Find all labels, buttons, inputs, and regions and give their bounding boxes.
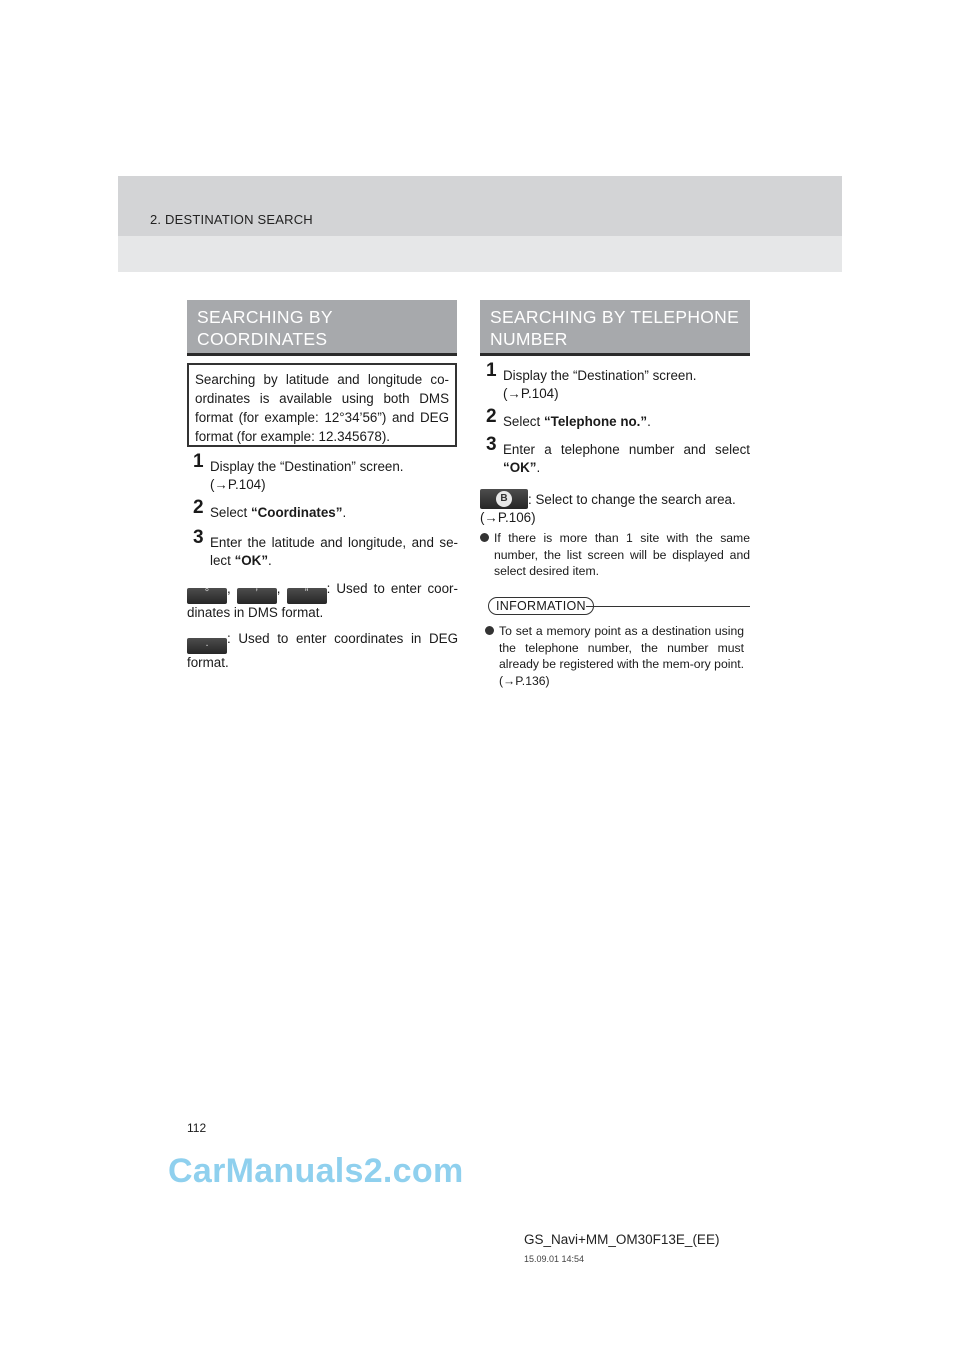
tel-step-3 <box>486 434 750 477</box>
multiple-sites-note <box>494 530 750 580</box>
coord-step-3 <box>193 527 458 570</box>
step-number: 1 <box>193 451 204 472</box>
search-area-description <box>480 489 750 527</box>
search-area-text: : Select to change the search area. <box>528 492 736 507</box>
degree-key-button[interactable]: ° <box>187 588 227 604</box>
telephone-section-title: SEARCHING BY TELEPHONE NUMBER <box>480 300 750 356</box>
information-divider <box>586 606 750 607</box>
step-text: . <box>268 553 272 568</box>
section-label: 2. DESTINATION SEARCH <box>150 212 313 227</box>
step-number: 2 <box>486 406 497 427</box>
step-text: . <box>536 460 541 475</box>
dms-description: ° , ’ , ” : Used to enter coor-dinates in DMS format. <box>187 581 458 620</box>
page-ref-link[interactable]: (→P.104) <box>503 386 559 401</box>
step-number: 3 <box>193 527 204 548</box>
step-text: Select <box>503 414 544 429</box>
document-code: GS_Navi+MM_OM30F13E_(EE) <box>524 1232 720 1247</box>
step-text: Display the “Destination” screen. <box>503 368 697 383</box>
b-icon: B <box>496 491 512 507</box>
minute-key-button[interactable]: ’ <box>237 588 277 604</box>
step-number: 3 <box>486 434 497 455</box>
decimal-key-button[interactable]: . <box>187 638 227 654</box>
step-text: . <box>647 414 651 429</box>
tel-step-2 <box>486 406 750 431</box>
information-label: INFORMATION <box>488 597 594 615</box>
page-ref-link[interactable]: (→P.104) <box>210 477 266 492</box>
coordinates-note: Searching by latitude and longitude co-ordinates is available using both DMS format (for example: 12°34’56”) and DEG format (for example: 12.345678). <box>187 363 457 447</box>
deg-description <box>187 630 458 672</box>
page-ref-link[interactable]: (→P.106) <box>480 510 536 525</box>
coord-step-1 <box>193 451 458 494</box>
bullet-text: If there is more than 1 site with the same number, the list screen will be displayed and select desired item. <box>494 531 750 578</box>
deg-text: : Used to enter coordinates in DEG format. <box>187 631 458 670</box>
telephone-option: “Telephone no.” <box>543 414 648 429</box>
step-text: Enter the latitude and longitude, and se-lect <box>210 535 458 568</box>
bullet-icon <box>480 533 489 542</box>
step-text: . <box>342 505 347 520</box>
search-area-button[interactable] <box>480 489 528 509</box>
watermark-logo: CarManuals2.com <box>168 1152 464 1190</box>
ok-option: “OK” <box>503 460 537 475</box>
document-date: 15.09.01 14:54 <box>524 1254 585 1264</box>
information-note <box>499 623 744 689</box>
step-text: Enter a telephone number and select <box>503 442 750 457</box>
coordinates-option: “Coordinates” <box>250 505 343 520</box>
second-key-button[interactable]: ” <box>287 588 327 604</box>
page-number: 112 <box>187 1121 207 1135</box>
information-text: To set a memory point as a destination using the telephone number, the number must already be registered with the mem-ory point. (→P.136) <box>499 624 744 688</box>
header-strip <box>118 236 842 272</box>
step-text: Select <box>210 505 251 520</box>
ok-option: “OK” <box>234 553 269 568</box>
coord-step-2 <box>193 497 458 522</box>
dms-text: : Used to enter coor-dinates in DMS format. <box>187 581 458 620</box>
step-number: 2 <box>193 497 204 518</box>
tel-step-1 <box>486 360 750 403</box>
bullet-icon <box>485 626 494 635</box>
step-number: 1 <box>486 360 497 381</box>
step-text: Display the “Destination” screen. <box>210 459 404 474</box>
coordinates-section-title: SEARCHING BY COORDINATES <box>187 300 457 356</box>
